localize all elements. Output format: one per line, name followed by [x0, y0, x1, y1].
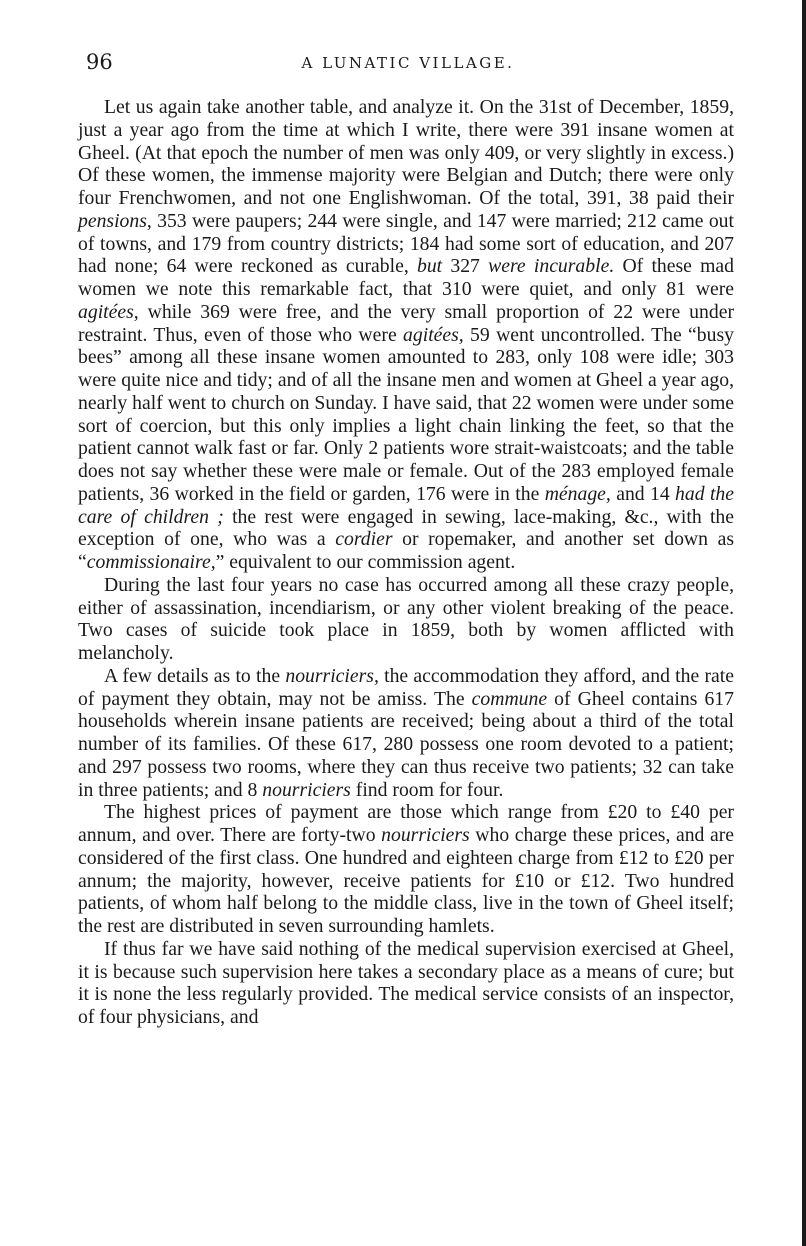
- italic-text: had the care of children ;: [78, 482, 734, 528]
- text-run: 59 went uncontrolled. The “busy bees” among all these insane women amounted to 283, only 108 were idle; 303 were quite nice and tidy; and of all the insane men and women at Gheel a year ago, nearly half went to church on Sunday. I have said, that 22 women were under some sort of coercion, but this only implies a light chain linking the feet, so that the patient cannot walk fast or far. Only 2 patients wore strait-waistcoats; and the table does not say whether these were male or female. Out of the 283 employed female patients, 36 worked in the field or garden, 176 were in the: [78, 323, 734, 505]
- italic-text: commissionaire,: [86, 551, 216, 573]
- running-head: [78, 50, 738, 80]
- text-run: If thus far we have said nothing of the medical supervision exercised at Gheel, it is because such supervision here takes a secondary place as a means of cure; but it is none the less regularly provided. The medical service consists of an inspector, of four physicians, and: [78, 937, 734, 1028]
- text-run: , 353 were paupers; 244 were single, and 147 were married; 212 came out of towns, and 179 from country districts; 184 had some sort of education, and 207 had none; 64 were reckoned as curable,: [78, 209, 734, 278]
- text-run: A few details as to the: [104, 664, 286, 687]
- text-run: 327: [442, 255, 489, 278]
- text-run: Let us again take another table, and analyze it. On the 31st of December, 1859, just a year ago from the time at which I write, there were 391 insane women at Gheel. (At that epoch the number of men was only 409, or very slightly in excess.) Of these women, the immense majority were Belgian and Dutch; there were only four Frenchwomen, and not one Englishwoman. Of the total, 391, 38 paid their: [78, 96, 734, 209]
- text-run: Of these mad women we note this remarkable fact, that 310 were quiet, and only 81 were: [78, 255, 735, 300]
- paragraph: [78, 574, 734, 665]
- text-run: of Gheel contains 617 households wherein insane patients are received; being about a third of the total number of its families. Of these 617, 280 possess one room devoted to a patient; and 297 possess two rooms, where they can thus receive two patients; 32 can take in three patients; and 8: [78, 687, 734, 801]
- text-run: the accommodation they afford, and the rate of payment they obtain, may not be amiss. The: [78, 664, 734, 710]
- text-run: During the last four years no case has occurred among all these crazy people, either of assassination, incendiarism, or any other violent breaking of the peace. Two cases of suicide took place in 1859, both by women afflicted with melancholy.: [78, 573, 734, 664]
- text-run: The highest prices of payment are those which range from £20 to £40 per annum, and over. There are forty-two: [78, 801, 734, 846]
- text-run: the rest were engaged in sewing, lace-making, &c., with the exception of one, who was a: [78, 505, 734, 551]
- paragraph: [78, 96, 734, 574]
- text-run: while 369 were free, and the very small proportion of 22 were under restraint. Thus, even of those who were: [78, 300, 734, 346]
- italic-text: pensions: [78, 209, 147, 232]
- italic-text: nourriciers: [262, 778, 351, 801]
- text-run: and 14: [610, 482, 676, 505]
- running-title: A LUNATIC VILLAGE.: [301, 54, 515, 72]
- italic-text: commune: [471, 687, 548, 710]
- text-run: or ropemaker, and another set down as “: [78, 528, 734, 573]
- italic-text: were incurable.: [488, 255, 615, 278]
- paragraph: [78, 938, 734, 1029]
- page-number: 96: [86, 50, 113, 74]
- paragraph: [78, 665, 734, 802]
- text-run: ” equivalent to our commission agent.: [215, 551, 516, 573]
- italic-text: nourriciers: [381, 824, 470, 846]
- body-text: [78, 96, 734, 1029]
- italic-text: agitées,: [78, 300, 139, 323]
- page-edge-rule: [802, 0, 806, 1246]
- text-run: who charge these prices, and are considered of the first class. One hundred and eighteen charge from £12 to £20 per annum; the majority, however, receive patients for £10 or £12. Two hundred patients, of whom half belong to the middle class, live in the town of Gheel itself; the rest are distributed in seven surrounding hamlets.: [78, 824, 734, 937]
- italic-text: but: [416, 255, 443, 278]
- text-run: find room for four.: [350, 778, 504, 801]
- italic-text: agitées,: [403, 323, 464, 346]
- italic-text: cordier: [335, 528, 393, 551]
- italic-text: ménage,: [544, 482, 611, 505]
- italic-text: nourriciers,: [285, 664, 379, 687]
- paragraph: [78, 801, 734, 938]
